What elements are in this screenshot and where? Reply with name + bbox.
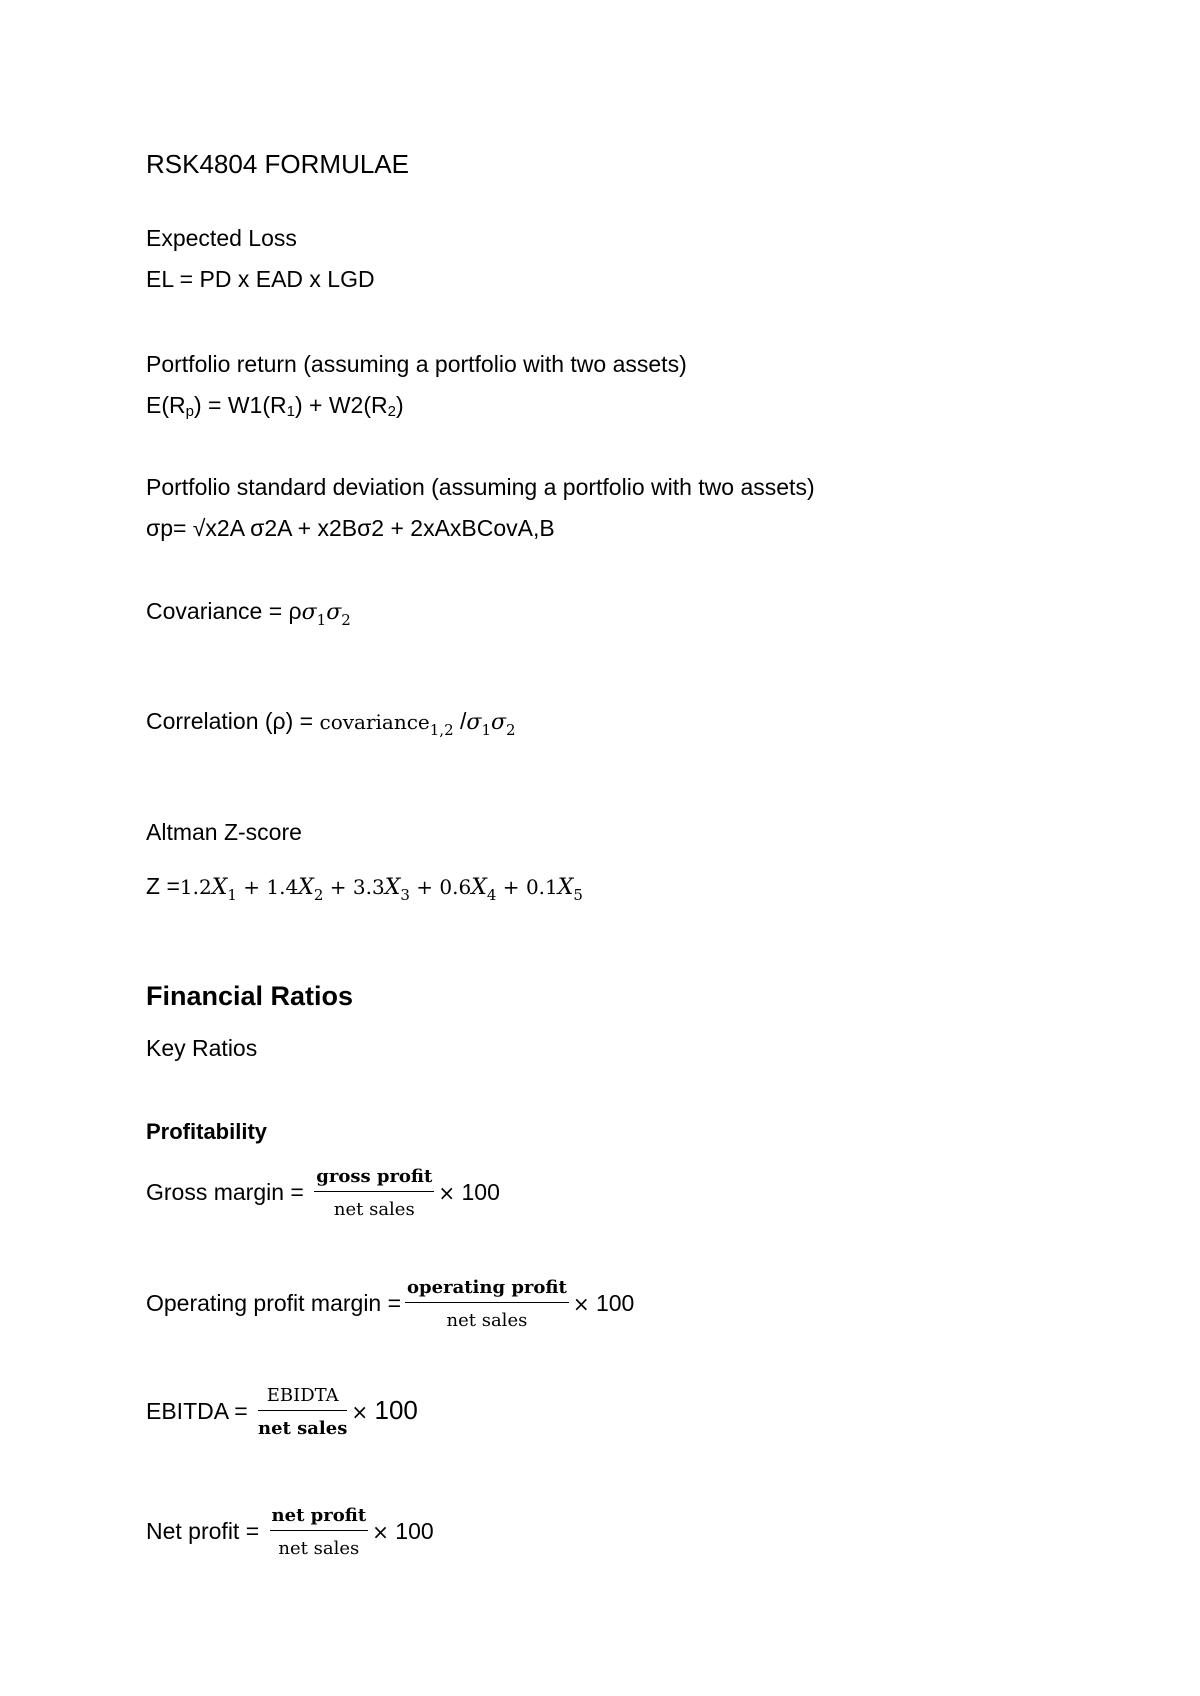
ebitda-formula: EBITDA = $\frac{\text{EBIDTA}}{\text{net sales}}$ × 100 xyxy=(146,1385,418,1440)
profitability-heading: Profitability xyxy=(146,1119,268,1144)
altman-formula: $Z =1.2X_1 + 1.4X_2 + 3.3X_3 + 0.6X_4 + 0.1X_5$ xyxy=(146,873,583,904)
gross-margin-formula: Gross margin = $\frac{\text{gross profit}}{\text{net sales}}$ × 100 xyxy=(146,1166,500,1221)
financial-ratios-heading: Financial Ratios xyxy=(146,981,354,1011)
expected-loss-formula: EL = PD x EAD x LGD xyxy=(146,266,375,292)
gross-margin-fraction: $\frac{\text{gross profit}}{\text{net sales}}$ xyxy=(316,1166,433,1221)
altman-label: Altman Z-score xyxy=(146,819,302,845)
portfolio-sd-label: Portfolio standard deviation (assuming a portfolio with two assets) xyxy=(146,474,815,500)
portfolio-return-label: Portfolio return (assuming a portfolio with two assets) xyxy=(146,351,687,377)
net-profit-formula: Net profit = $\frac{\text{net profit}}{\text{net sales}}$ × 100 xyxy=(146,1505,434,1560)
document-title: RSK4804 FORMULAE xyxy=(146,149,409,179)
portfolio-return-formula: E(Rp) = W1(R1) + W2(R2) xyxy=(146,392,404,420)
correlation-formula: Correlation (ρ) = covariance$_{1,2}$ $/\sigma_1\sigma_2$ xyxy=(146,708,516,739)
operating-margin-fraction: $\frac{\text{operating profit}}{\text{net sales}}$ xyxy=(407,1277,567,1332)
covariance-formula: Covariance = $\rho\sigma_1\sigma_2$ xyxy=(146,598,351,629)
expected-loss-label: Expected Loss xyxy=(146,225,297,251)
ebitda-fraction: $\frac{\text{EBIDTA}}{\text{net sales}}$ xyxy=(258,1385,348,1440)
net-profit-fraction: $\frac{\text{net profit}}{\text{net sales}}$ xyxy=(271,1505,367,1560)
operating-margin-formula: Operating profit margin = $\frac{\text{operating profit}}{\text{net sales}}$ × 100 xyxy=(146,1277,635,1332)
portfolio-sd-formula: σp= √x2A σ2A + x2Bσ2 + 2xAxBCovA,B xyxy=(146,515,555,541)
key-ratios-subheading: Key Ratios xyxy=(146,1035,258,1061)
